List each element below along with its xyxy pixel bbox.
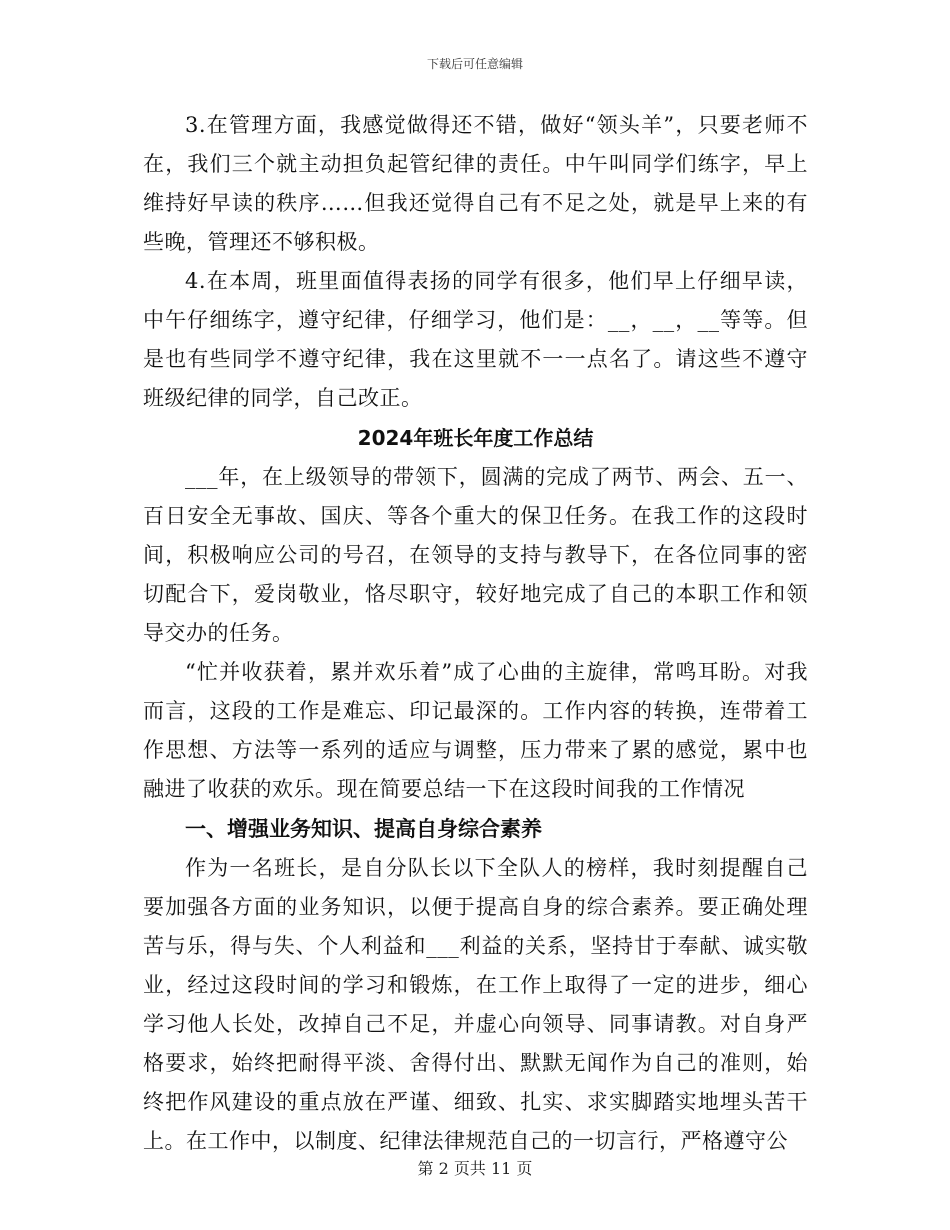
section-heading: 一、增强业务知识、提高自身综合素养: [185, 817, 542, 841]
paragraph-intro: ___年，在上级领导的带领下，圆满的完成了两节、两会、五一、百日安全无事故、国庆、等各个重大的保卫任务。在我工作的这段时间，积极响应公司的号召，在领导的支持与教导下，在各位同事的密切配合下，爱岗敬业，恪尽职守，较好地完成了自己的本职工作和领导交办的任务。: [143, 465, 808, 645]
paragraph-praise: 4.在本周，班里面值得表扬的同学有很多，他们早上仔细早读，中午仔细练字，遵守纪律，仔细学习，他们是：__，__，__等等。但是也有些同学不遵守纪律，我在这里就不一一点名了。请这些不遵守班级纪律的同学，自己改正。: [143, 269, 808, 410]
paragraph-section-body: 作为一名班长，是自分队长以下全队人的榜样，我时刻提醒自己要加强各方面的业务知识，以便于提高自身的综合素养。要正确处理苦与乐，得与失、个人利益和___利益的关系，坚持甘于奉献、诚实敬业，经过这段时间的学习和锻炼，在工作上取得了一定的进步，细心学习他人长处，改掉自己不足，并虚心向领导、同事请教。对自身严格要求，始终把耐得平淡、舍得付出、默默无闻作为自己的准则，始终把作风建设的重点放在严谨、细致、扎实、求实脚踏实地埋头苦干上。在工作中，以制度、纪律法律规范自己的一切言行，严格遵守公: [143, 856, 808, 1153]
page-footer: 第 2 页共 11 页: [417, 1159, 533, 1178]
paragraph-summary: “忙并收获着，累并欢乐着”成了心曲的主旋律，常鸣耳盼。对我而言，这段的工作是难忘、印记最深的。工作内容的转换，连带着工作思想、方法等一系列的适应与调整，压力带来了累的感觉，累中也融进了收获的欢乐。现在简要总结一下在这段时间我的工作情况: [143, 660, 808, 801]
document-body: [143, 106, 808, 1161]
page-header: 下载后可任意编辑: [426, 57, 523, 71]
document-title: 2024年班长年度工作总结: [357, 426, 594, 450]
paragraph-management: 3.在管理方面，我感觉做得还不错，做好“领头羊”，只要老师不在，我们三个就主动担负起管纪律的责任。中午叫同学们练字，早上维持好早读的秩序……但我还觉得自己有不足之处，就是早上来的有些晚，管理还不够积极。: [143, 113, 808, 254]
